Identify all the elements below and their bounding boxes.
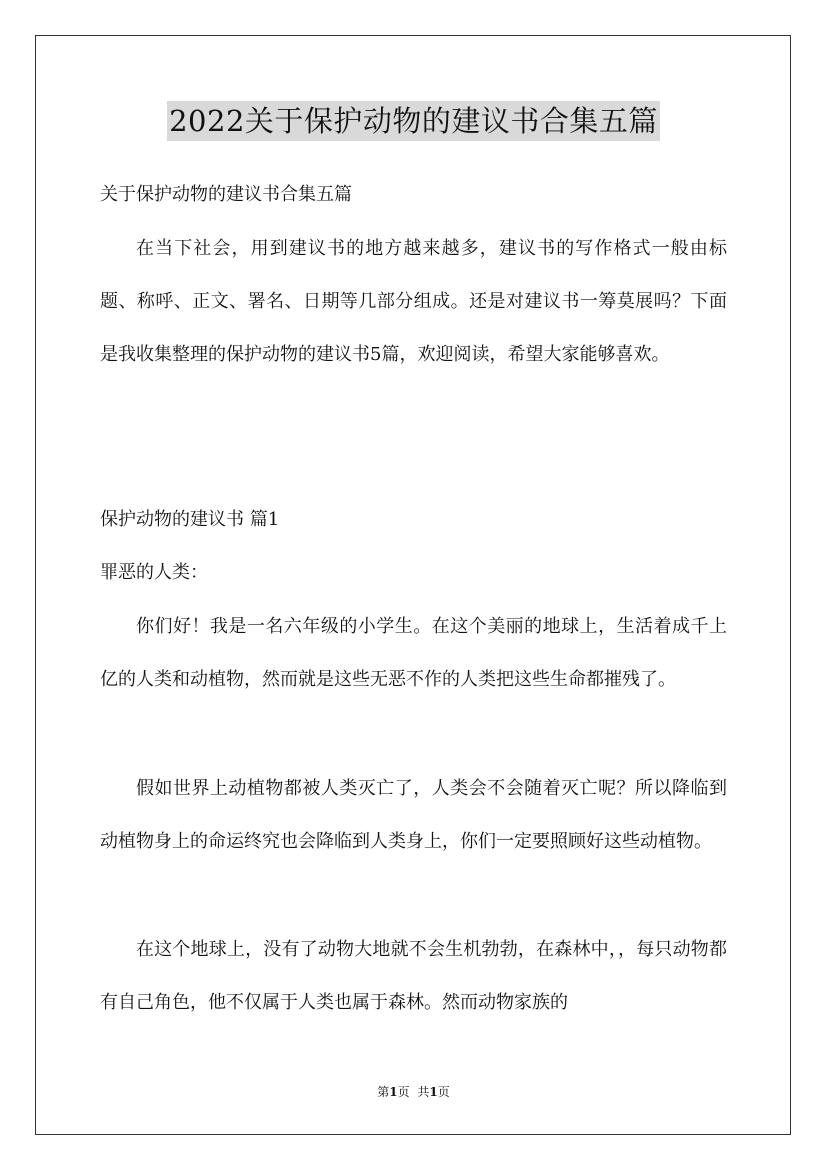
page-footer — [0, 1083, 827, 1101]
footer-page-number: 1 — [389, 1085, 398, 1099]
footer-page-suffix: 页 — [397, 1085, 410, 1099]
document-title: 2022关于保护动物的建议书合集五篇 — [167, 101, 660, 141]
footer-total-suffix: 页 — [437, 1085, 450, 1099]
body-paragraph-2: 假如世界上动植物都被人类灭亡了，人类会不会随着灭亡呢？所以降临到动植物身上的命运终究也会降临到人类身上，你们一定要照顾好这些动植物。 — [100, 778, 727, 852]
footer-total-prefix: 共 — [417, 1085, 430, 1099]
subtitle: 关于保护动物的建议书合集五篇 — [100, 184, 352, 205]
section-heading: 保护动物的建议书 篇1 — [100, 509, 280, 530]
body-paragraph-3: 在这个地球上，没有了动物大地就不会生机勃勃，在森林中，，每只动物都有自己角色，他不仅属于人类也属于森林。然而动物家族的 — [100, 939, 727, 1013]
title-block — [0, 101, 827, 141]
salutation: 罪恶的人类： — [100, 562, 208, 583]
intro-paragraph: 在当下社会，用到建议书的地方越来越多，建议书的写作格式一般由标题、称呼、正文、署名、日期等几部分组成。还是对建议书一筹莫展吗？下面是我收集整理的保护动物的建议书5篇，欢迎阅读，希望大家能够喜欢。 — [100, 238, 727, 365]
body-paragraph-1: 你们好！我是一名六年级的小学生。在这个美丽的地球上，生活着成千上亿的人类和动植物，然而就是这些无恶不作的人类把这些生命都摧残了。 — [100, 616, 727, 690]
footer-total-number: 1 — [429, 1085, 438, 1099]
footer-page-prefix: 第 — [377, 1085, 390, 1099]
